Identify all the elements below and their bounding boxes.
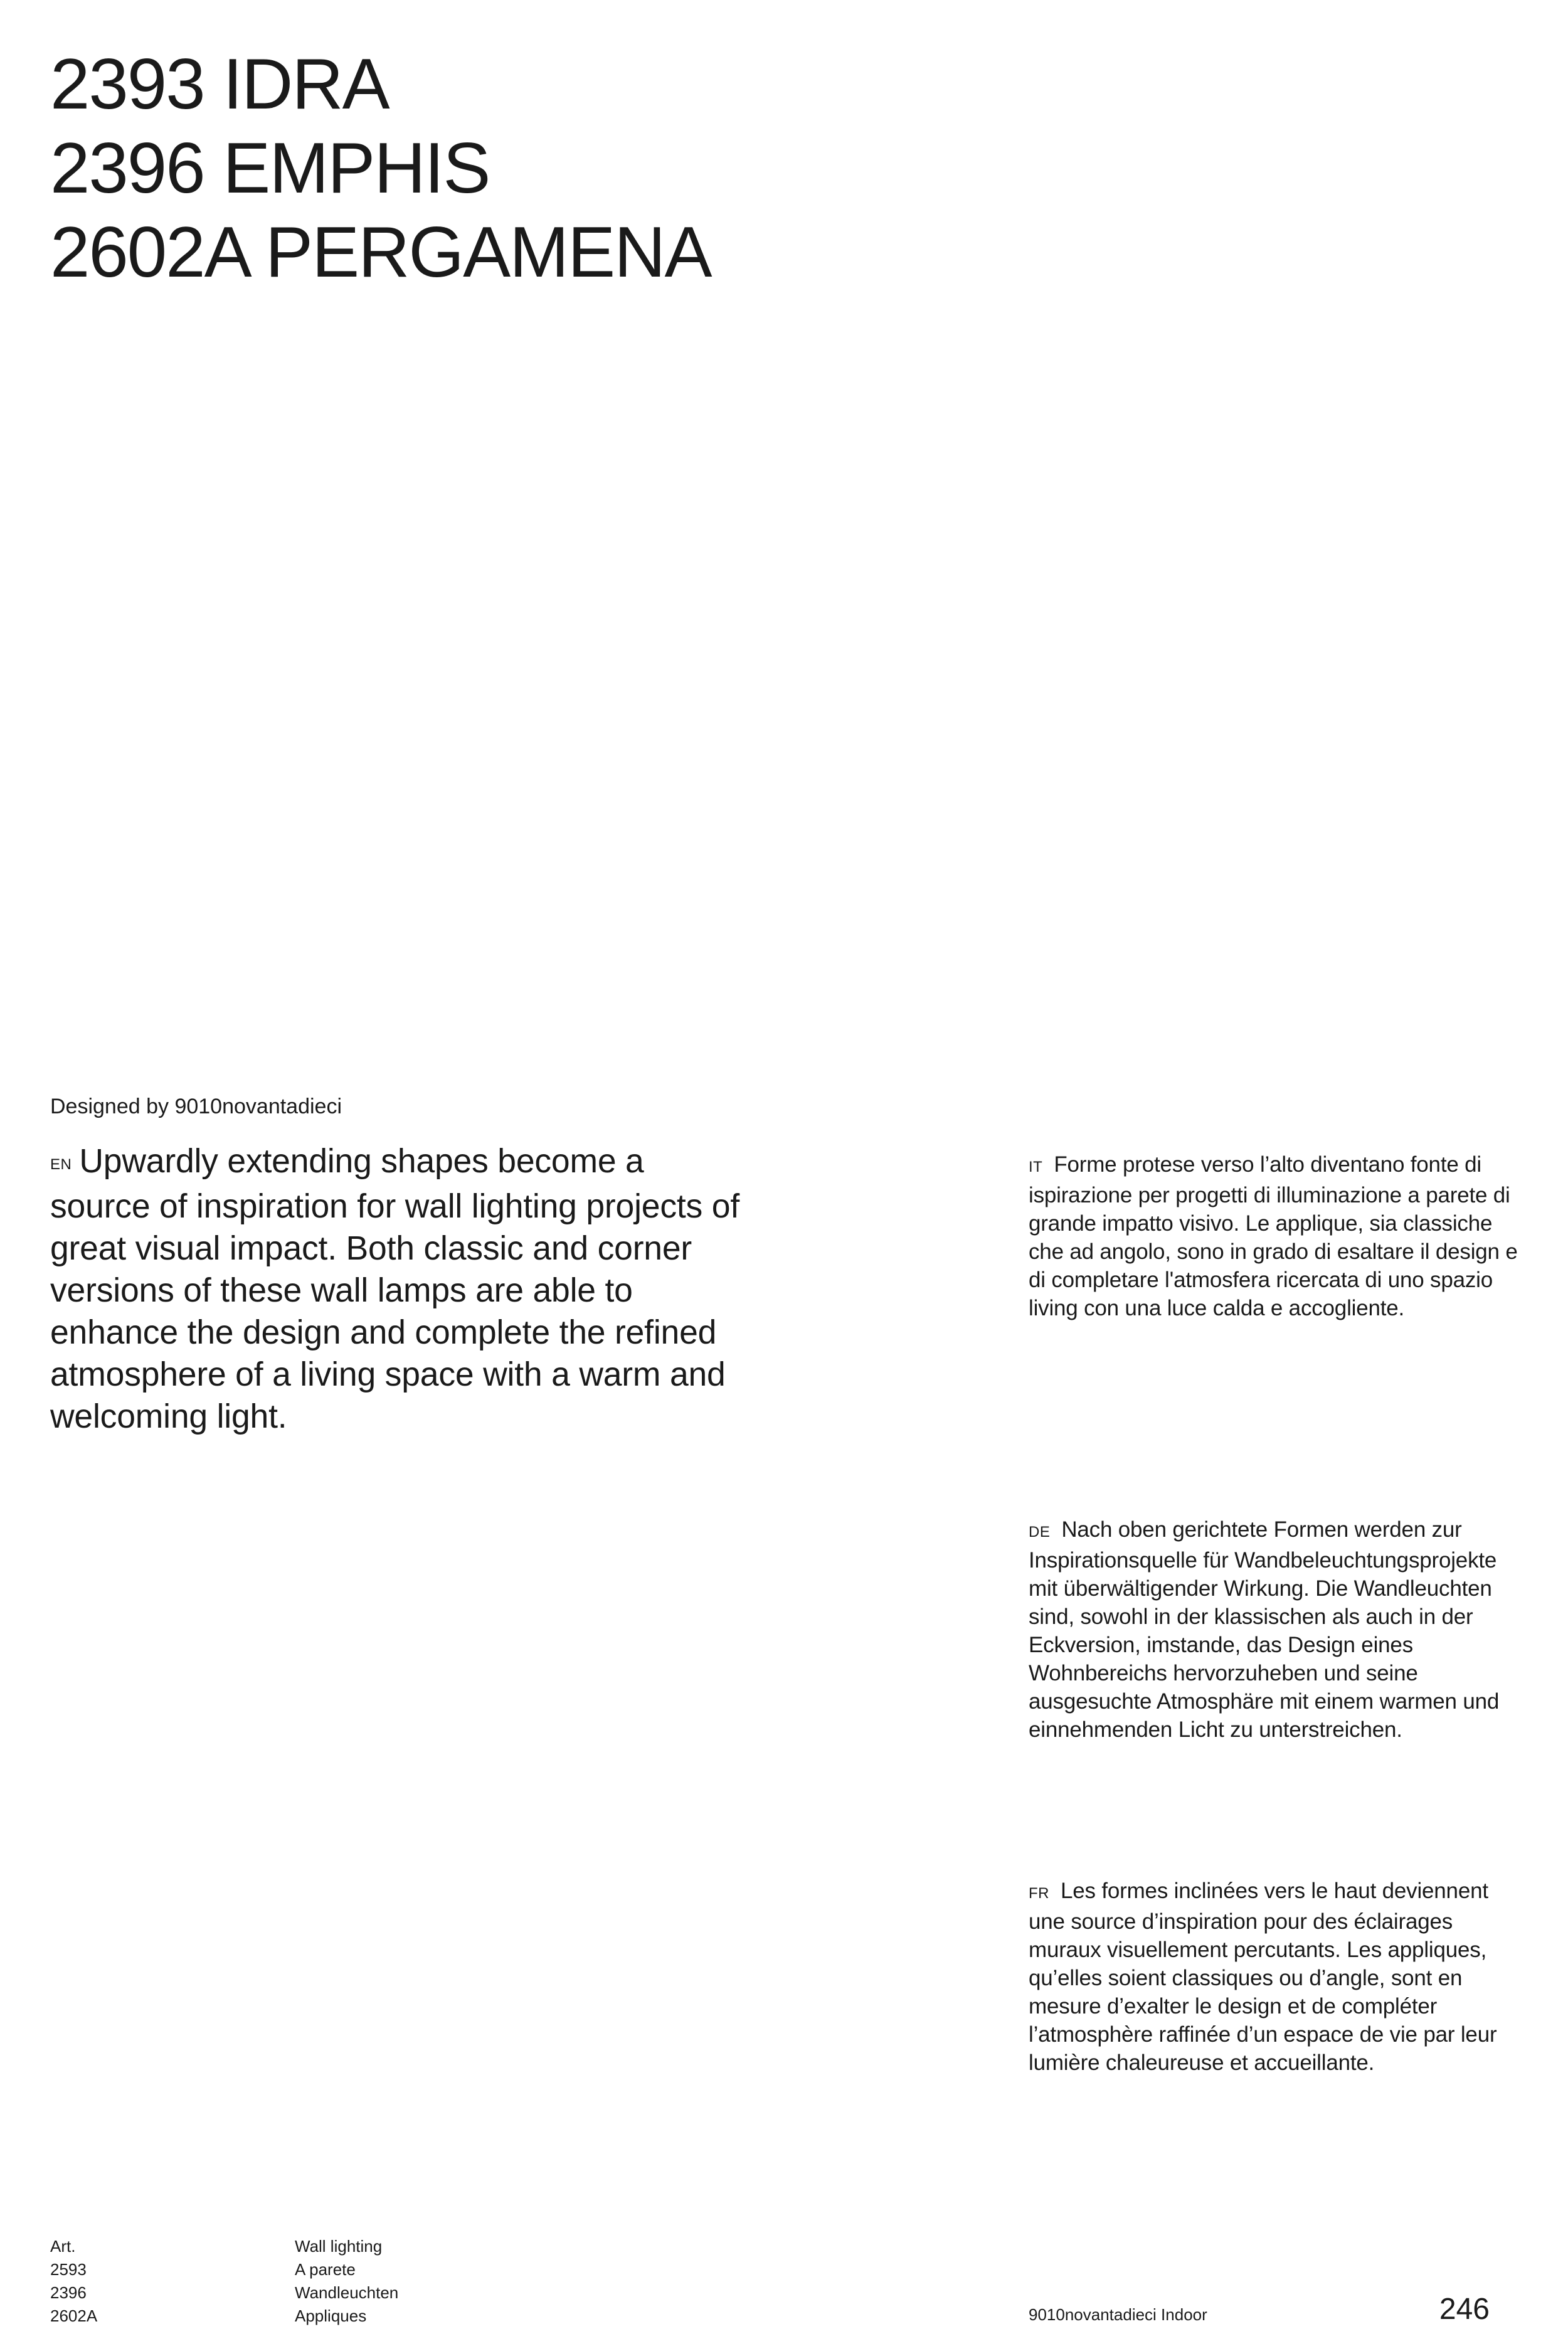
description-en-text: Upwardly extending shapes become a source of inspiration for wall lighting projects of great visual impact. Both classic and corner versions of these wall lamps are able to enhance the design and complete the refined atmosphere of a living space with a warm and welcoming light. bbox=[50, 1143, 739, 1436]
footer-category-list bbox=[295, 2235, 398, 2328]
page-title bbox=[50, 43, 928, 295]
footer-article-item: 2396 bbox=[50, 2283, 87, 2302]
title-line-emphis: 2396 EMPHIS bbox=[50, 129, 490, 208]
footer-article-item: 2602A bbox=[50, 2306, 98, 2325]
description-it bbox=[1029, 1150, 1524, 1322]
description-de-text: Nach oben gerichtete Formen werden zur Inspirationsquelle für Wandbeleuchtungsprojekte mit überwältigender Wirkung. Die Wandleuchten sind, sowohl in der klassischen als auch in der Eckversion, imstande, das Design eines Wohnbereichs hervorzuheben und seine ausgesuchte Atmosphäre mit einem warmen und einnehmenden Licht zu unterstreichen. bbox=[1029, 1517, 1500, 1742]
footer-category-item: Appliques bbox=[295, 2306, 367, 2325]
description-it-text: Forme protese verso l’alto diventano fonte di ispirazione per progetti di illuminazione a parete di grande impatto visivo. Le applique, sia classiche che ad angolo, sono in grado di esaltare il design e di completare l'atmosfera ricercata di uno spazio living con una luce calda e accogliente. bbox=[1029, 1152, 1518, 1320]
title-line-pergamena: 2602A PERGAMENA bbox=[50, 213, 711, 292]
description-en bbox=[50, 1140, 746, 1438]
description-fr-text: Les formes inclinées vers le haut deviennent une source d’inspiration pour des éclairages muraux visuellement percutants. Les appliques, qu’elles soient classiques ou d’angle, sont en mesure d’exalter le design et de compléter l’atmosphère raffinée d’un espace de vie par leur lumière chaleureuse et accueillante. bbox=[1029, 1879, 1497, 2075]
footer-article-item: 2593 bbox=[50, 2260, 87, 2279]
language-code-it: IT bbox=[1029, 1159, 1043, 1175]
footer-art-label: Art. bbox=[50, 2237, 76, 2256]
footer-category-item: Wandleuchten bbox=[295, 2283, 399, 2302]
language-code-de: DE bbox=[1029, 1524, 1051, 1541]
title-line-idra: 2393 IDRA bbox=[50, 45, 389, 124]
language-code-fr: FR bbox=[1029, 1885, 1049, 1902]
description-fr bbox=[1029, 1877, 1524, 2077]
description-de bbox=[1029, 1515, 1524, 1744]
language-code-en: EN bbox=[50, 1156, 72, 1174]
designer-credit: Designed by 9010novantadieci bbox=[50, 1095, 342, 1118]
footer-category-item: A parete bbox=[295, 2260, 356, 2279]
footer-article-list bbox=[50, 2235, 97, 2328]
footer-brand: 9010novantadieci Indoor bbox=[1029, 2305, 1207, 2324]
footer-category-item: Wall lighting bbox=[295, 2237, 383, 2256]
page-number: 246 bbox=[1439, 2293, 1490, 2326]
